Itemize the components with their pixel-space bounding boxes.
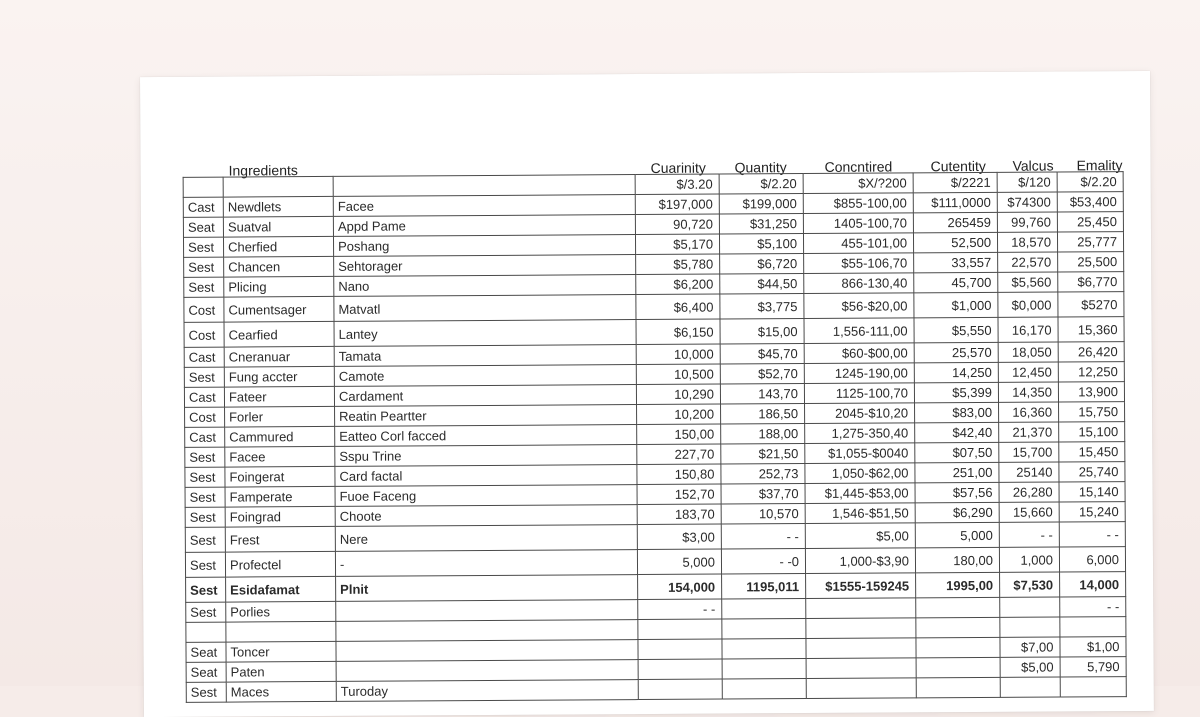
row-value-cell [722, 639, 806, 660]
row-value-cell: $111,0000 [913, 192, 997, 213]
row-code-cell: Cast [184, 387, 224, 407]
row-value-cell: 1125-100,70 [804, 383, 914, 404]
row-value-cell: $45,70 [720, 344, 804, 365]
row-value-cell: 5,790 [1060, 657, 1126, 677]
row-value-cell: 52,500 [913, 232, 997, 253]
row-value-cell: 13,900 [1058, 382, 1124, 402]
header-col3: Concntired [824, 158, 893, 175]
row-item-cell: Fateer [224, 386, 334, 407]
row-code-cell: Sest [184, 367, 224, 387]
row-value-cell: 25,570 [914, 342, 998, 363]
row-value-cell: $6,770 [1058, 272, 1124, 292]
row-value-cell: 1,000-$3,90 [805, 548, 915, 574]
row-value-cell [638, 679, 722, 700]
row-item-cell: Cumentsager [224, 296, 334, 322]
row-value-cell: 1,546-$51,50 [805, 503, 915, 524]
row-value-cell: $5,170 [635, 234, 719, 255]
row-value-cell: 25,740 [1059, 462, 1125, 482]
row-code-cell: Cost [185, 407, 225, 427]
row-value-cell: $6,720 [720, 254, 804, 275]
row-value-cell: 25,450 [1057, 212, 1123, 232]
row-value-cell: - -0 [721, 549, 805, 575]
row-value-cell: $6,290 [915, 502, 999, 523]
row-value-cell: 866-130,40 [804, 273, 914, 294]
row-value-cell: $5,780 [636, 254, 720, 275]
row-item-cell: Foingerat [225, 466, 335, 487]
row-value-cell: 186,50 [721, 404, 805, 425]
row-value-cell: $56-$20,00 [804, 293, 914, 319]
row-value-cell: $1,00 [1060, 637, 1126, 657]
row-item-cell: Foingrad [225, 506, 335, 527]
row-value-cell [638, 639, 722, 660]
row-code-cell: Sest [185, 467, 225, 487]
row-value-cell: 183,70 [637, 504, 721, 525]
row-value-cell: $57,56 [915, 482, 999, 503]
row-value-cell: - - [1059, 522, 1125, 547]
row-value-cell: $60-$00,00 [804, 343, 914, 364]
spreadsheet-printout [140, 71, 1154, 717]
row-value-cell: 1,000 [999, 547, 1059, 572]
row-value-cell: $5,00 [805, 523, 915, 549]
row-desc-cell: Plnit [336, 575, 638, 602]
row-value-cell: 5,000 [915, 522, 999, 548]
row-value-cell [1000, 597, 1060, 617]
row-item-cell: Cammured [225, 426, 335, 447]
unit-cell: $/3.20 [635, 174, 719, 195]
row-desc-cell [336, 640, 638, 662]
row-value-cell: 1,050-$62,00 [805, 463, 915, 484]
row-value-cell: $53,400 [1057, 192, 1123, 212]
row-value-cell: 25,777 [1057, 232, 1123, 252]
row-value-cell: $6,150 [636, 319, 720, 345]
row-desc-cell: Fuoe Faceng [335, 485, 637, 507]
header-ingredients: Ingredients [228, 162, 298, 179]
row-code-cell: Sest [184, 257, 224, 277]
row-value-cell: $5,00 [1000, 657, 1060, 677]
row-code-cell: Sest [185, 527, 225, 552]
row-value-cell: 2045-$10,20 [805, 403, 915, 424]
header-col6: Emality [1076, 157, 1123, 174]
row-desc-cell: Nano [334, 275, 636, 297]
row-value-cell: 1995,00 [916, 572, 1000, 598]
row-desc-cell: Card factal [335, 465, 637, 487]
row-code-cell: Seat [186, 662, 226, 682]
row-desc-cell: Matvatl [334, 295, 636, 322]
row-value-cell: 5,000 [637, 549, 721, 575]
row-desc-cell: Camote [334, 365, 636, 387]
row-value-cell: 15,140 [1059, 482, 1125, 502]
row-value-cell: 25140 [999, 462, 1059, 482]
row-item-cell: Profectel [225, 551, 335, 577]
row-value-cell: $1555-159245 [806, 573, 916, 599]
row-value-cell [1060, 677, 1126, 697]
row-item-cell: Fung accter [224, 366, 334, 387]
row-item-cell: Famperate [225, 486, 335, 507]
row-value-cell: $5,560 [998, 272, 1058, 292]
row-item-cell: Maces [226, 681, 336, 702]
row-desc-cell [336, 660, 638, 682]
row-value-cell: $6,400 [636, 294, 720, 320]
row-value-cell: 455-101,00 [803, 233, 913, 254]
row-code-cell: Sest [185, 507, 225, 527]
row-value-cell: $74300 [997, 192, 1057, 212]
row-code-cell: Cost [184, 322, 224, 347]
row-code-cell: Cost [184, 297, 224, 322]
row-value-cell: $31,250 [719, 214, 803, 235]
row-value-cell [1060, 617, 1126, 637]
row-value-cell: $21,50 [721, 444, 805, 465]
row-value-cell: $197,000 [635, 194, 719, 215]
row-value-cell: $44,50 [720, 274, 804, 295]
row-value-cell: 15,660 [999, 502, 1059, 522]
row-value-cell: $07,50 [915, 442, 999, 463]
row-value-cell: 154,000 [638, 574, 722, 600]
row-code-cell: Seat [186, 642, 226, 662]
row-value-cell: $37,70 [721, 484, 805, 505]
row-value-cell: $5,399 [914, 382, 998, 403]
row-desc-cell: Sehtorager [334, 255, 636, 277]
row-item-cell: Cherfied [223, 236, 333, 257]
row-item-cell: Chancen [224, 256, 334, 277]
row-value-cell: $1,000 [914, 292, 998, 318]
header-col4: Cutentity [930, 157, 986, 175]
row-value-cell: 152,70 [637, 484, 721, 505]
row-desc-cell: Nere [335, 525, 637, 552]
row-value-cell: 26,420 [1058, 342, 1124, 362]
row-value-cell: 25,500 [1058, 252, 1124, 272]
row-value-cell: 12,450 [998, 362, 1058, 382]
row-value-cell: 10,000 [636, 344, 720, 365]
row-value-cell: 188,00 [721, 424, 805, 445]
row-code-cell: Cast [185, 427, 225, 447]
row-value-cell: 16,170 [998, 317, 1058, 342]
row-value-cell [806, 598, 916, 619]
row-value-cell: 15,750 [1059, 402, 1125, 422]
row-value-cell: 265459 [913, 212, 997, 233]
row-item-cell: Plicing [224, 276, 334, 297]
row-value-cell: $855-100,00 [803, 193, 913, 214]
row-value-cell: $1,055-$0040 [805, 443, 915, 464]
row-value-cell: $7,00 [1000, 637, 1060, 657]
header-col2: Quantity [734, 159, 787, 176]
row-item-cell: Paten [226, 661, 336, 682]
row-item-cell: Facee [225, 446, 335, 467]
row-value-cell: - - [1060, 597, 1126, 617]
row-value-cell: 12,250 [1058, 362, 1124, 382]
row-value-cell: 33,557 [914, 252, 998, 273]
unit-cell: $/2.20 [1057, 172, 1123, 192]
row-desc-cell: Eatteo Corl facced [335, 425, 637, 447]
unit-cell-empty [183, 177, 223, 197]
row-value-cell: 1195,011 [722, 574, 806, 600]
row-value-cell [916, 637, 1000, 658]
row-desc-cell: Tamata [334, 345, 636, 367]
row-value-cell: 1,275-350,40 [805, 423, 915, 444]
unit-cell-empty [223, 176, 333, 197]
row-item-cell: Cneranuar [224, 346, 334, 367]
row-value-cell: 10,290 [636, 384, 720, 405]
row-value-cell: 90,720 [635, 214, 719, 235]
row-value-cell: $55-106,70 [804, 253, 914, 274]
row-value-cell: 18,050 [998, 342, 1058, 362]
row-value-cell: 15,700 [999, 442, 1059, 462]
row-desc-cell: Lantey [334, 320, 636, 347]
row-value-cell: 180,00 [915, 547, 999, 573]
row-item-cell: Porlies [226, 601, 336, 622]
row-desc-cell: - [335, 550, 637, 577]
row-value-cell: 14,250 [914, 362, 998, 383]
row-value-cell [638, 659, 722, 680]
row-value-cell [722, 619, 806, 640]
row-value-cell: 1,556-111,00 [804, 318, 914, 344]
row-value-cell [806, 618, 916, 639]
row-value-cell: 22,570 [998, 252, 1058, 272]
row-value-cell: - - [638, 599, 722, 620]
row-item-cell: Toncer [226, 641, 336, 662]
row-value-cell: $5270 [1058, 292, 1124, 317]
row-value-cell [806, 658, 916, 679]
row-value-cell: $1,445-$53,00 [805, 483, 915, 504]
row-value-cell [806, 678, 916, 699]
row-value-cell: 99,760 [997, 212, 1057, 232]
row-value-cell: 10,200 [637, 404, 721, 425]
row-desc-cell: Choote [335, 505, 637, 527]
row-code-cell: Cast [183, 197, 223, 217]
header-col5: Valcus [1012, 157, 1054, 174]
row-value-cell: $0,000 [998, 292, 1058, 317]
row-value-cell: 14,000 [1060, 572, 1126, 597]
row-value-cell [916, 617, 1000, 638]
row-item-cell: Newdlets [223, 196, 333, 217]
row-value-cell: 6,000 [1059, 547, 1125, 572]
row-value-cell: $83,00 [915, 402, 999, 423]
row-value-cell: 251,00 [915, 462, 999, 483]
row-code-cell [186, 622, 226, 642]
row-item-cell: Esidafamat [226, 576, 336, 602]
row-desc-cell: Facee [333, 195, 635, 217]
row-value-cell: $42,40 [915, 422, 999, 443]
row-value-cell: $199,000 [719, 194, 803, 215]
row-value-cell: $3,775 [720, 294, 804, 320]
row-value-cell: 45,700 [914, 272, 998, 293]
row-value-cell: 15,360 [1058, 317, 1124, 342]
row-item-cell: Suatval [223, 216, 333, 237]
row-item-cell: Frest [225, 526, 335, 552]
row-code-cell: Sest [186, 577, 226, 602]
row-value-cell [916, 657, 1000, 678]
row-item-cell [226, 621, 336, 642]
row-code-cell: Seat [183, 217, 223, 237]
row-value-cell [806, 638, 916, 659]
row-desc-cell: Poshang [333, 235, 635, 257]
row-value-cell: 1245-190,00 [804, 363, 914, 384]
row-desc-cell [336, 620, 638, 642]
row-value-cell: $3,00 [637, 524, 721, 550]
row-code-cell: Sest [185, 552, 225, 577]
row-code-cell: Sest [185, 487, 225, 507]
row-value-cell: 16,360 [999, 402, 1059, 422]
row-value-cell: 26,280 [999, 482, 1059, 502]
row-value-cell [722, 659, 806, 680]
row-value-cell: 252,73 [721, 464, 805, 485]
unit-cell: $X/?200 [803, 173, 913, 194]
row-value-cell: 15,240 [1059, 502, 1125, 522]
row-item-cell: Forler [225, 406, 335, 427]
header-col1: Cuarinity [650, 159, 706, 176]
row-value-cell: 143,70 [720, 384, 804, 405]
row-value-cell: $15,00 [720, 319, 804, 345]
row-value-cell [638, 619, 722, 640]
row-value-cell: $5,550 [914, 317, 998, 343]
row-value-cell [722, 599, 806, 620]
row-value-cell [916, 597, 1000, 618]
row-code-cell: Sest [183, 237, 223, 257]
row-value-cell: 227,70 [637, 444, 721, 465]
row-value-cell: 150,00 [637, 424, 721, 445]
row-value-cell: 15,450 [1059, 442, 1125, 462]
row-code-cell: Sest [185, 447, 225, 467]
row-code-cell: Sest [184, 277, 224, 297]
row-value-cell: 10,500 [636, 364, 720, 385]
row-code-cell: Sest [186, 682, 226, 702]
unit-cell: $/2.20 [719, 174, 803, 195]
row-value-cell: $7,530 [1000, 572, 1060, 597]
row-code-cell: Cast [184, 347, 224, 367]
row-value-cell [916, 677, 1000, 698]
unit-cell: $/120 [997, 172, 1057, 192]
row-desc-cell: Turoday [336, 680, 638, 702]
row-value-cell: 150,80 [637, 464, 721, 485]
ingredients-table [183, 171, 1127, 703]
row-value-cell: 21,370 [999, 422, 1059, 442]
row-desc-cell: Appd Pame [333, 215, 635, 237]
row-item-cell: Cearfied [224, 321, 334, 347]
unit-cell-empty [333, 175, 635, 197]
row-value-cell: $6,200 [636, 274, 720, 295]
row-value-cell [1000, 617, 1060, 637]
row-value-cell: $52,70 [720, 364, 804, 385]
row-value-cell: - - [721, 524, 805, 550]
row-code-cell: Sest [186, 602, 226, 622]
row-value-cell: 18,570 [997, 232, 1057, 252]
row-value-cell: 15,100 [1059, 422, 1125, 442]
unit-cell: $/2221 [913, 172, 997, 193]
row-desc-cell: Sspu Trine [335, 445, 637, 467]
row-value-cell: - - [999, 522, 1059, 547]
row-value-cell: $5,100 [719, 234, 803, 255]
row-value-cell [722, 679, 806, 700]
row-desc-cell: Reatin Peartter [335, 405, 637, 427]
row-value-cell: 1405-100,70 [803, 213, 913, 234]
row-value-cell [1000, 677, 1060, 697]
row-desc-cell: Cardament [334, 385, 636, 407]
row-value-cell: 10,570 [721, 504, 805, 525]
row-value-cell: 14,350 [998, 382, 1058, 402]
row-desc-cell [336, 600, 638, 622]
